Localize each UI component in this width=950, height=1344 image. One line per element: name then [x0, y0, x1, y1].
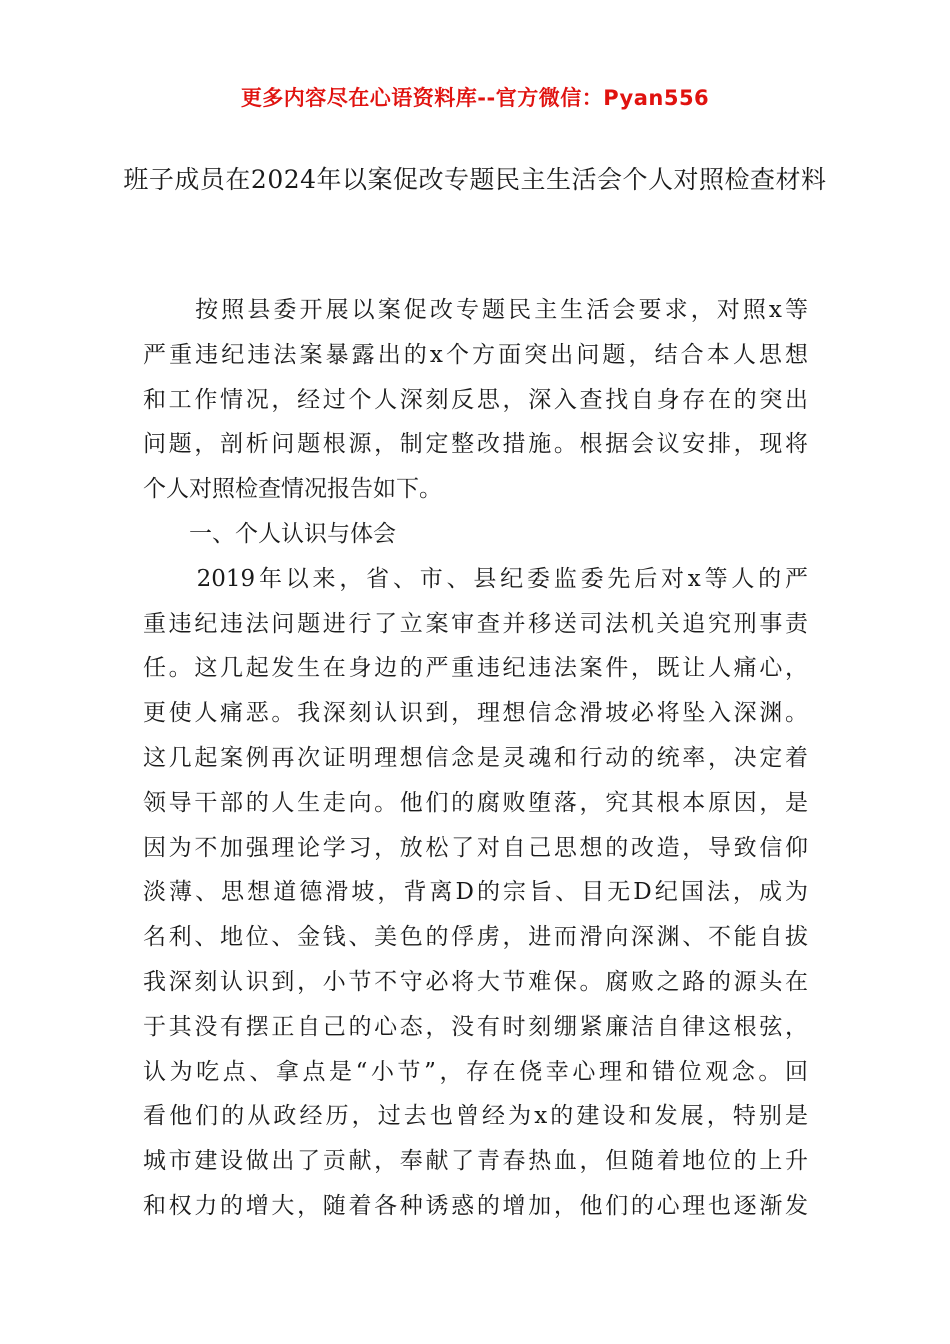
- text-line: 按照县委开展以案促改专题民主生活会要求，对照x等: [143, 297, 808, 323]
- text-line: 个人对照检查情况报告如下。: [143, 476, 442, 503]
- document-title: 班子成员在2024年以案促改专题民主生活会个人对照检查材料: [123, 165, 827, 194]
- text-line: 和权力的增大，随着各种诱惑的增加，他们的心理也逐渐发: [143, 1192, 808, 1219]
- text-line: 更使人痛恶。我深刻认识到，理想信念滑坡必将坠入深渊。: [143, 700, 808, 727]
- text-line: 城市建设做出了贡献，奉献了青春热血，但随着地位的上升: [143, 1148, 808, 1175]
- text-line: 我深刻认识到，小节不守必将大节难保。腐败之路的源头在: [143, 968, 808, 995]
- text-line: 这几起案例再次证明理想信念是灵魂和行动的统率，决定着: [143, 744, 808, 771]
- text-line: 于其没有摆正自己的心态，没有时刻绷紧廉洁自律这根弦，: [143, 1013, 808, 1040]
- document-body: [143, 288, 808, 1229]
- section-heading: 一、个人认识与体会: [143, 520, 396, 547]
- text-line: 2019年以来，省、市、县纪委监委先后对x等人的严: [143, 565, 808, 592]
- text-line: 重违纪违法问题进行了立案审查并移送司法机关追究刑事责: [143, 610, 808, 637]
- text-line: 淡薄、思想道德滑坡，背离D的宗旨、目无D纪国法，成为: [143, 879, 808, 906]
- text-line: 领导干部的人生走向。他们的腐败堕落，究其根本原因，是: [143, 789, 808, 816]
- text-line: 名利、地位、金钱、美色的俘虏，进而滑向深渊、不能自拔: [143, 924, 808, 951]
- text-line: 看他们的从政经历，过去也曾经为x的建设和发展，特别是: [143, 1103, 808, 1130]
- text-line: 因为不加强理论学习，放松了对自己思想的改造，导致信仰: [143, 834, 808, 861]
- text-line: 和工作情况，经过个人深刻反思，深入查找自身存在的突出: [143, 386, 808, 413]
- text-line: 任。这几起发生在身边的严重违纪违法案件，既让人痛心，: [143, 655, 808, 682]
- text-line: 认为吃点、拿点是“小节”，存在侥幸心理和错位观念。回: [143, 1058, 808, 1085]
- watermark-banner: 更多内容尽在心语资料库--官方微信：Pyan556: [240, 86, 710, 110]
- text-line: 问题，剖析问题根源，制定整改措施。根据会议安排，现将: [143, 431, 808, 458]
- text-line: 严重违纪违法案暴露出的x个方面突出问题，结合本人思想: [143, 341, 808, 368]
